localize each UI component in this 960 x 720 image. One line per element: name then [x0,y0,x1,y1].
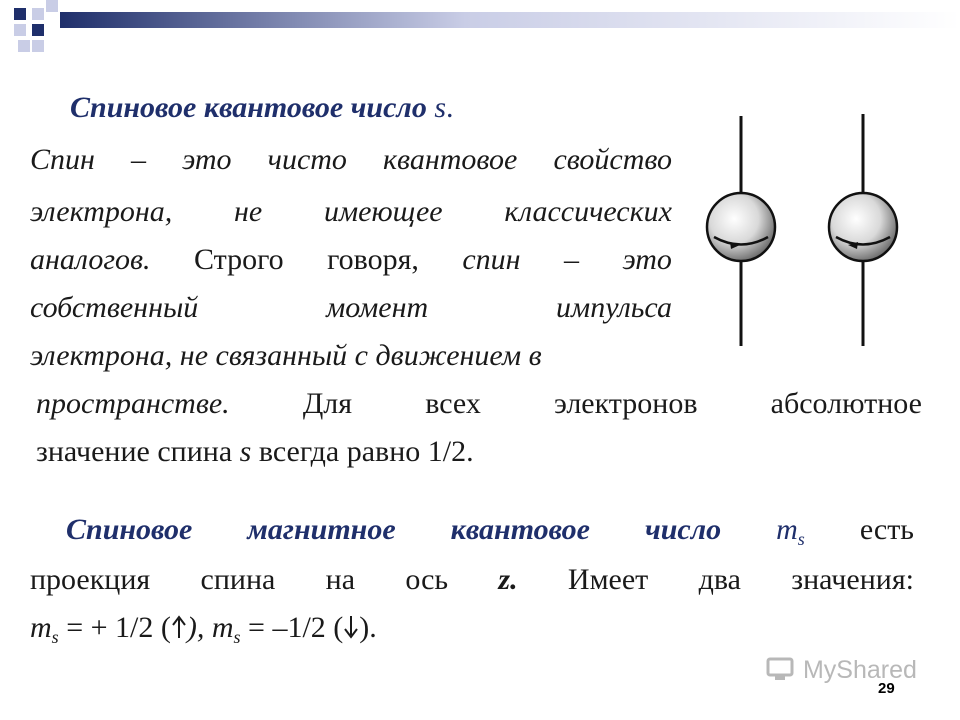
word: квантовое [450,513,590,546]
para1-line-1 [30,140,672,180]
word: есть [859,513,914,546]
heading-dot: . [446,91,454,124]
para1-line-4 [30,288,672,328]
word: не [234,195,263,228]
word: ось [405,563,449,596]
s-subscript: s [797,529,805,549]
word: Спиновое [66,513,193,546]
heading-text: Спиновое квантовое число [70,91,427,124]
m-letter: m [776,513,798,546]
para1-line-3 [30,240,672,280]
word: Имеет [567,563,649,596]
text: всегда равно 1/2. [251,435,474,468]
para3-line-2 [30,608,960,657]
para1-line-2 [30,192,672,232]
electron-spin-figure [700,110,930,350]
word: проекция [30,563,151,596]
decor-square [18,40,30,52]
word: имеющее [323,195,443,228]
word: – [564,243,579,276]
equation-text: = + 1/2 ( [58,611,171,644]
arrow-up-icon [171,608,187,648]
heading-symbol: s [434,91,447,124]
word: магнитное [247,513,396,546]
m-letter: m [211,611,234,644]
page-number: 29 [878,680,895,697]
electron-spin-up [707,116,775,346]
ms-symbol [776,510,805,559]
para2-line-1 [36,384,922,424]
header-decoration [0,0,960,60]
word: спина [200,563,276,596]
word: Для [302,387,353,420]
equation-text: ), [186,611,205,644]
s-subscript: s [233,627,241,647]
decor-square [32,24,44,36]
word: это [622,243,672,276]
word: аналогов. [30,243,151,276]
arrow-down-icon [343,608,359,648]
word: электрона, [30,195,173,228]
word: два [698,563,741,596]
word: z. [498,563,518,596]
word: спин [462,243,521,276]
decor-square [46,0,58,12]
word: Спин [30,143,95,176]
word: свойство [553,143,672,176]
decor-square [14,8,26,20]
para2-line-2 [36,432,960,472]
word: пространстве. [36,387,230,420]
word: говоря, [327,243,419,276]
text: значение спина [36,435,240,468]
word: значения: [791,563,914,596]
spin-symbol: s [239,435,252,468]
word: – [130,143,146,176]
word: на [325,563,356,596]
decor-square [32,8,44,20]
word: момент [326,291,429,324]
heading-spin-magnetic-number [66,510,914,559]
word: это [182,143,232,176]
equation-text: = –1/2 ( [240,611,344,644]
word: чисто [267,143,347,176]
decor-square [14,24,26,36]
myshared-logo-icon [766,656,796,684]
para3-line-1 [30,560,914,600]
word: абсолютное [770,387,922,420]
word: электронов [553,387,698,420]
watermark-text: MyShared [802,656,917,684]
word: классических [504,195,672,228]
decor-square [32,40,44,52]
word: собственный [30,291,199,324]
word: число [644,513,722,546]
m-letter: m [30,611,52,644]
word: квантовое [383,143,518,176]
word: импульса [556,291,672,324]
word: всех [425,387,481,420]
s-subscript: s [51,627,59,647]
header-gradient-bar [60,12,960,28]
word: Строго [194,243,284,276]
word: электрона, не связанный с движением в [30,339,542,372]
equation-text: ). [359,611,377,644]
electron-spin-down [829,114,897,346]
